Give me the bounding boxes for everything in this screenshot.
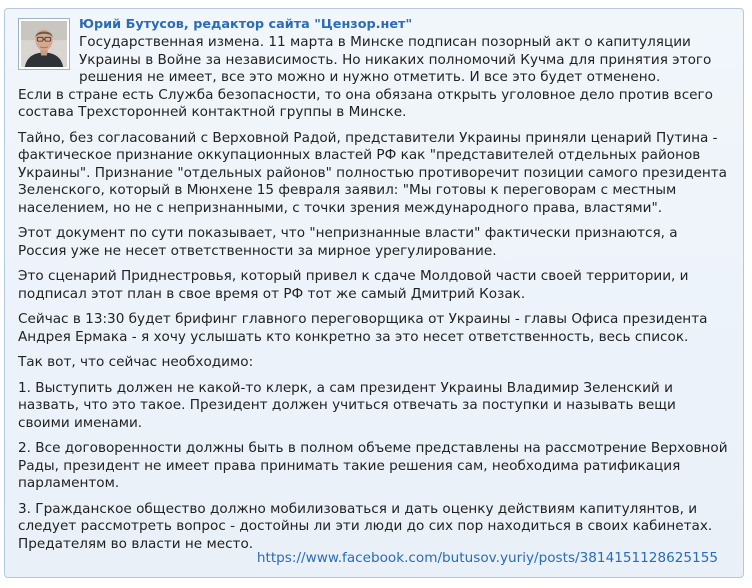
paragraph-9: 2. Все договоренности должны быть в полном объеме представлены на рассмотрение Верховной Рады, президент не имеет права принимать такие решения сам, необходима ратификация парламентом. <box>18 440 728 491</box>
paragraph-1: Государственная измена. 11 марта в Минске подписан позорный акт о капитуляции Украины в Войне за независимость. Но никаких полномочий Кучма для принятия этого решения не имеет, все это можно и нужно отметить. И все это будет отменено. <box>79 34 712 85</box>
quote-card <box>4 8 744 578</box>
paragraph-4: Этот документ по сути показывает, что "непризнанные власти" фактически признаются, а Россия уже не несет ответственности за мирное урегулирование. <box>18 225 678 259</box>
paragraph-2: Если в стране есть Служба безопасности, то она обязана открыть уголовное дело против всего состава Трехсторонней контактной группы в Минске. <box>18 86 713 120</box>
author-name[interactable]: Юрий Бутусов, редактор сайта "Цензор.нет" <box>79 17 413 32</box>
paragraph-6: Сейчас в 13:30 будет брифинг главного переговорщика от Украины - главы Офиса президента Андрея Ермака - я хочу услышать кто конкретно за это несет ответственность, весь список. <box>18 311 708 345</box>
paragraph-3: Тайно, без согласований с Верховной Радой, представители Украины приняли ценарий Путина - фактическое признание оккупационных властей РФ как "представителей отдельных районов Украины". Признание "отдельных районов" полностью противоречит позиции самого президента Зеленского, который в Мюнхене 15 февраля заявил: "Мы готовы к переговорам с местным населением, но не с непризнанными, с точки зрения международного права, властями". <box>18 129 727 216</box>
source-link-row <box>257 550 718 568</box>
post-body <box>18 34 730 553</box>
paragraph-5: Это сценарий Приднестровья, который привел к сдаче Молдовой части своей территории, и подписал этот план в свое время от РФ тот же самый Дмитрий Козак. <box>18 268 689 302</box>
paragraph-8: 1. Выступить должен не какой-то клерк, а сам президент Украины Владимир Зеленский и назвать, что это такое. Президент должен учиться отвечать за поступки и называть вещи своими именами. <box>18 379 676 431</box>
paragraph-7: Так вот, что сейчас необходимо: <box>18 354 254 370</box>
author-avatar[interactable] <box>18 18 70 70</box>
author-photo-icon <box>21 21 67 67</box>
paragraph-10: 3. Гражданское общество должно мобилизоваться и дать оценку действиям капитулянтов, и следует рассмотреть вопрос - достойны ли эти люди до сих пор находиться в своих кабинетах. Предателям во власти не место. <box>18 500 713 552</box>
source-link[interactable]: https://www.facebook.com/butusov.yuriy/posts/3814151128625155 <box>256 549 718 566</box>
